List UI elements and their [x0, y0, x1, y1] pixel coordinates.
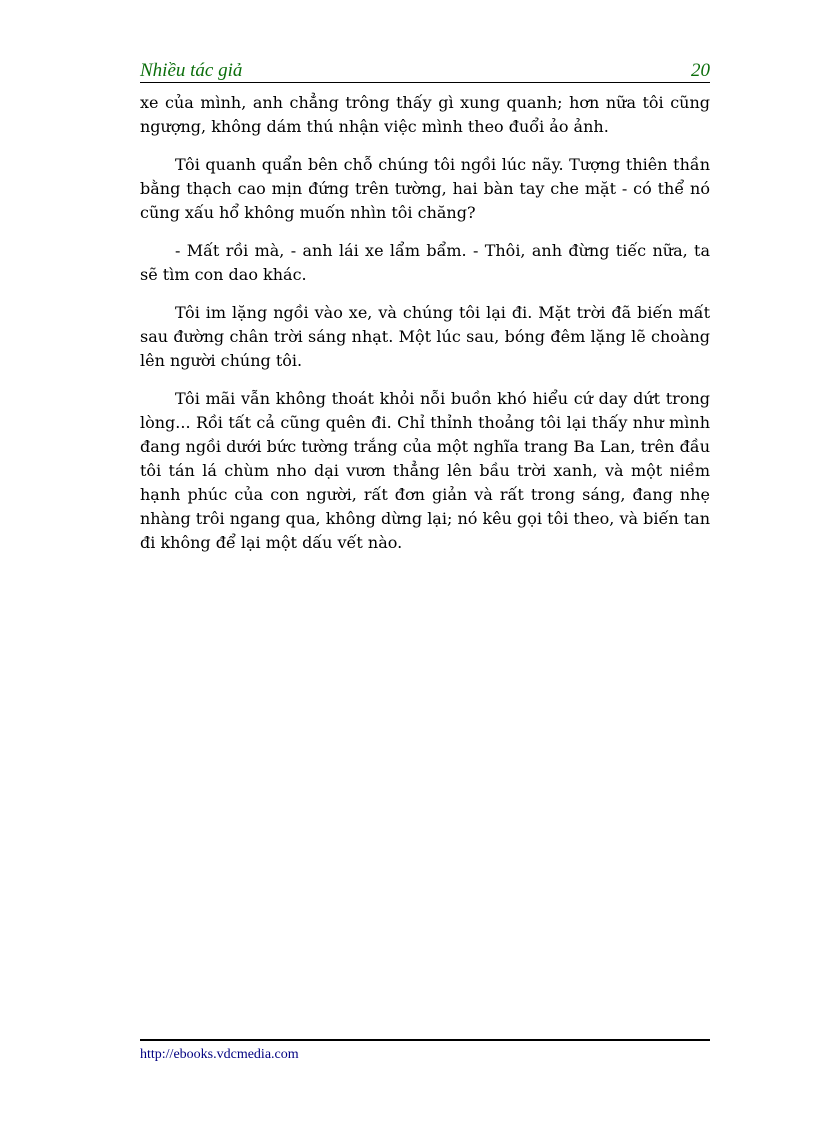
header-author: Nhiều tác giả — [140, 60, 243, 81]
header-page-number: 20 — [691, 60, 710, 81]
page-footer — [140, 1039, 710, 1063]
paragraph-3: - Mất rồi mà, - anh lái xe lẩm bẩm. - Thôi, anh đừng tiếc nữa, ta sẽ tìm con dao khác. — [140, 241, 710, 284]
body-text — [140, 91, 710, 569]
paragraph-4: Tôi im lặng ngồi vào xe, và chúng tôi lại đi. Mặt trời đã biến mất sau đường chân trời sáng nhạt. Một lúc sau, bóng đêm lặng lẽ choàng lên người chúng tôi. — [140, 303, 710, 370]
paragraph-2: Tôi quanh quẩn bên chỗ chúng tôi ngồi lúc nãy. Tượng thiên thần bằng thạch cao mịn đứng trên tường, hai bàn tay che mặt - có thể nó cũng xấu hổ không muốn nhìn tôi chăng? — [140, 155, 710, 222]
page-header — [140, 60, 710, 83]
paragraph-1: xe của mình, anh chẳng trông thấy gì xung quanh; hơn nữa tôi cũng ngượng, không dám thú nhận việc mình theo đuổi ảo ảnh. — [140, 93, 710, 136]
paragraph-5: Tôi mãi vẫn không thoát khỏi nỗi buồn khó hiểu cứ day dứt trong lòng... Rồi tất cả cũng quên đi. Chỉ thỉnh thoảng tôi lại thấy như mình đang ngồi dưới bức tường trắng của một nghĩa trang Ba Lan, trên đầu tôi tán lá chùm nho dại vươn thẳng lên bầu trời xanh, và một niềm hạnh phúc của con người, rất đơn giản và rất trong sáng, đang nhẹ nhàng trôi ngang qua, không dừng lại; nó kêu gọi tôi theo, và biến tan đi không để lại một dấu vết nào. — [140, 389, 710, 552]
footer-link[interactable]: http://ebooks.vdcmedia.com — [140, 1047, 299, 1062]
